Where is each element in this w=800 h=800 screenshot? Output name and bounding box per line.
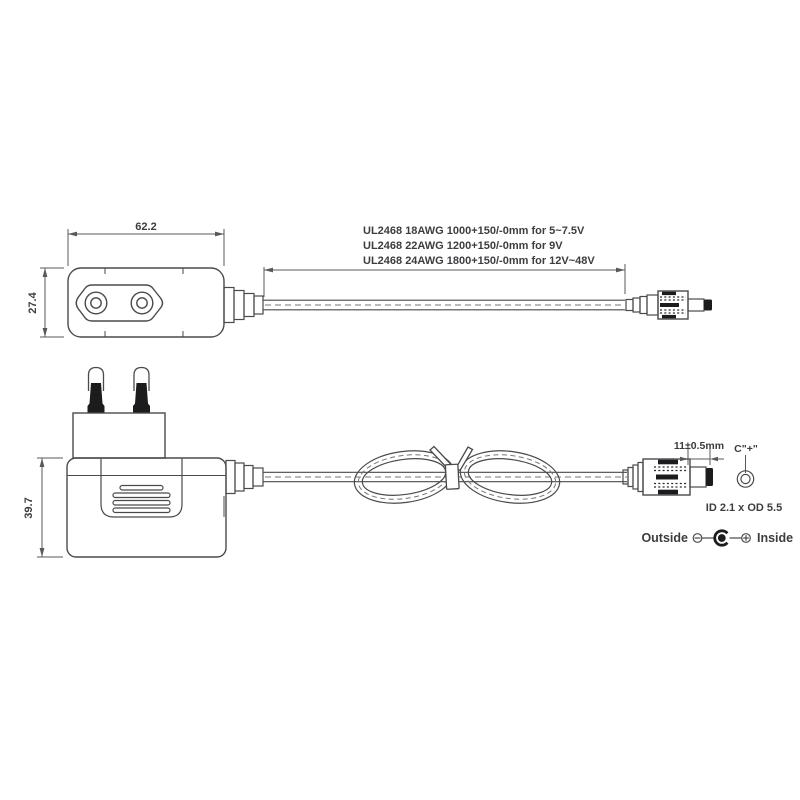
cable-length-dimension bbox=[264, 225, 625, 297]
pin-right bbox=[133, 368, 150, 414]
strain-relief-top bbox=[224, 288, 263, 323]
cable-top bbox=[263, 300, 625, 310]
adapter-body-top bbox=[68, 268, 224, 337]
cable-spec-line-2: UL2468 22AWG 1200+150/-0mm for 9V bbox=[363, 240, 563, 252]
side-height-dimension bbox=[23, 458, 63, 557]
cable-spec-line-3: UL2468 24AWG 1800+150/-0mm for 12V~48V bbox=[363, 255, 595, 267]
pin-hole-left-inner bbox=[91, 298, 101, 308]
dc-plug-side bbox=[623, 459, 713, 495]
connector-front-view bbox=[734, 443, 758, 487]
cable-spec-line-1: UL2468 18AWG 1000+150/-0mm for 5~7.5V bbox=[363, 225, 585, 237]
minus-terminal-icon bbox=[693, 534, 702, 543]
strain-relief-side bbox=[226, 461, 263, 494]
adapter-body-side bbox=[67, 458, 226, 557]
connector-size-label: ID 2.1 x OD 5.5 bbox=[705, 502, 783, 514]
side-view bbox=[23, 368, 793, 558]
plug-tip-top bbox=[704, 300, 712, 311]
barrel-length-dimension bbox=[674, 440, 724, 465]
top-depth-label: 27.4 bbox=[27, 292, 39, 314]
pin-hole-right-inner bbox=[137, 298, 147, 308]
tip-polarity-label: C"+" bbox=[734, 443, 758, 455]
side-height-label: 39.7 bbox=[23, 497, 35, 519]
top-width-dimension bbox=[68, 221, 224, 266]
top-width-label: 62.2 bbox=[135, 221, 157, 233]
polarity-legend bbox=[641, 531, 793, 545]
dc-plug-top bbox=[626, 291, 712, 319]
top-view bbox=[27, 221, 712, 337]
top-depth-dimension bbox=[27, 268, 64, 337]
vent-slots bbox=[113, 486, 170, 513]
barrel-length-label: 11±0.5mm bbox=[673, 440, 725, 452]
polarity-outside-label: Outside bbox=[641, 531, 688, 545]
plug-face-block-side bbox=[73, 413, 165, 458]
plus-terminal-icon bbox=[742, 534, 751, 543]
pin-hole-left-outer bbox=[85, 292, 107, 314]
cable-bow-knot bbox=[351, 445, 563, 509]
twist-tie-band bbox=[445, 464, 459, 489]
pin-left bbox=[88, 368, 105, 414]
plug-face-hexagon bbox=[76, 285, 162, 321]
center-positive-icon bbox=[715, 531, 728, 545]
pin-hole-right-outer bbox=[131, 292, 153, 314]
polarity-inside-label: Inside bbox=[757, 531, 794, 545]
plug-tip-side bbox=[706, 468, 713, 486]
